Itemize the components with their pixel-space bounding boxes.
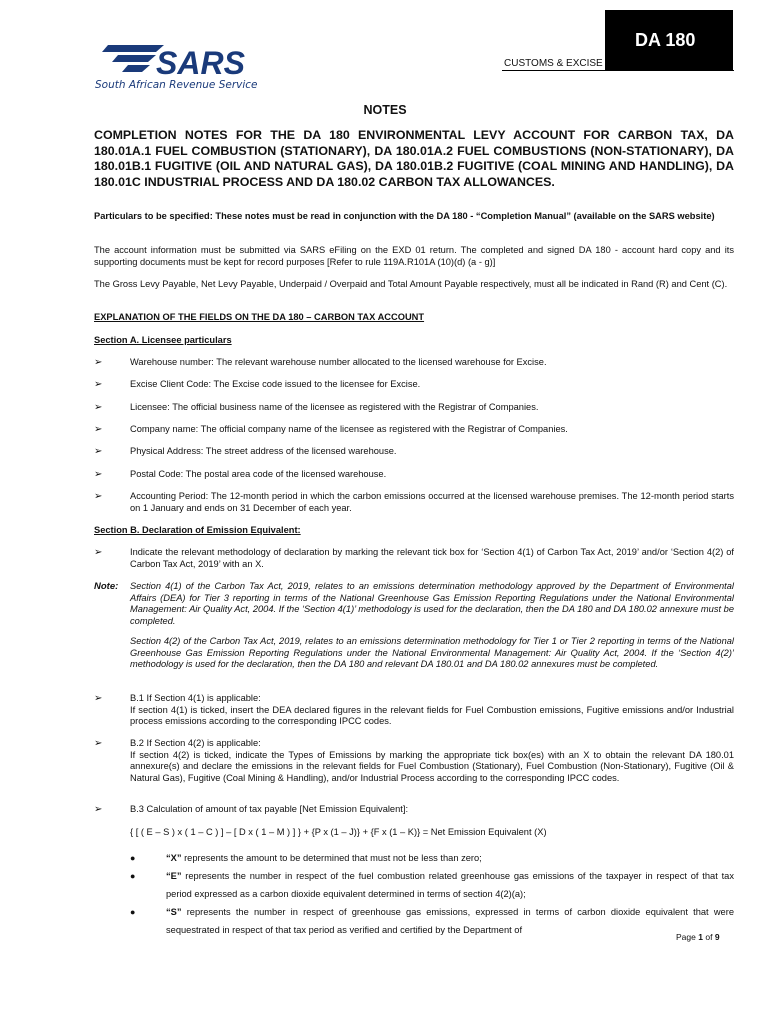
section-a-heading: Section A. Licensee particulars (94, 335, 232, 345)
net-emission-formula: { [ ( E – S ) x ( 1 – C ) ] – [ D x ( 1 – M ) ] } + {P x (1 – J)} + {F x (1 – K)} = Net Emission Equivalent (X) (130, 827, 547, 837)
note-paragraph: Section 4(2) of the Carbon Tax Act, 2019, relates to an emissions determination methodology for Tier 1 or Tier 2 reporting in terms of the National Greenhouse Gas Emission Reporting Regulations under the National Environmental Management: Air Quality Act, 2004. If the ‘Section 4(2)’ methodology is used for the declaration, then the DA 180 and relevant DA 180.01 and DA 180.02 annexures must be completed. (130, 636, 734, 670)
arrow-bullet-icon: ➢ (94, 738, 103, 749)
b1-text: If section 4(1) is ticked, insert the DEA declared figures in the relevant fields for Fuel Combustion emissions, Fugitive emissions and/or Industrial process emissions according to the corresponding IPCC codes. (130, 704, 734, 727)
explanation-heading: EXPLANATION OF THE FIELDS ON THE DA 180 – CARBON TAX ACCOUNT (94, 312, 425, 322)
dot-bullet-icon: ● (130, 853, 136, 863)
page-number: Page 1 of 9 (676, 932, 720, 942)
b3-title: B.3 Calculation of amount of tax payable [Net Emission Equivalent]: (130, 804, 409, 814)
arrow-bullet-icon: ➢ (94, 379, 103, 390)
particulars-note: Particulars to be specified: These notes must be read in conjunction with the DA 180 - “Completion Manual” (available on the SARS website) (94, 211, 715, 221)
notes-heading: NOTES (363, 103, 407, 117)
b2-title: B.2 If Section 4(2) is applicable: (130, 738, 261, 748)
arrow-bullet-icon: ➢ (94, 693, 103, 704)
section-b-heading: Section B. Declaration of Emission Equivalent: (94, 525, 301, 535)
arrow-bullet-icon: ➢ (94, 357, 103, 368)
arrow-bullet-icon: ➢ (94, 424, 103, 435)
svg-text:SARS: SARS (156, 45, 245, 81)
definition-item: “X” represents the amount to be determined that must not be less than zero; (166, 853, 482, 863)
department-label: CUSTOMS & EXCISE (504, 58, 603, 69)
form-code-box (605, 10, 733, 70)
header-rule (502, 70, 734, 71)
b1-title: B.1 If Section 4(1) is applicable: (130, 693, 261, 703)
arrow-bullet-icon: ➢ (94, 804, 103, 815)
intro-paragraph: The account information must be submitted via SARS eFiling on the EXD 01 return. The completed and signed DA 180 - account hard copy and its supporting documents must be kept for record purposes [Refer to rule 119A.R101A (10)(d) (a - g)] (94, 245, 734, 267)
arrow-bullet-icon: ➢ (94, 547, 103, 558)
form-code: DA 180 (635, 30, 696, 50)
dot-bullet-icon: ● (130, 907, 136, 917)
intro-paragraph: The Gross Levy Payable, Net Levy Payable, Underpaid / Overpaid and Total Amount Payable respectively, must all be indicated in Rand (R) and Cent (C). (94, 279, 728, 289)
arrow-bullet-icon: ➢ (94, 469, 103, 480)
definition-item: “S” represents the number in respect of greenhouse gas emissions, expressed in terms of carbon dioxide equivalent that were sequestrated in respect of that tax period as verified and certified by the Department of (166, 907, 734, 935)
logo-subtitle: South African Revenue Service (95, 79, 258, 91)
document-title: COMPLETION NOTES FOR THE DA 180 ENVIRONMENTAL LEVY ACCOUNT FOR CARBON TAX, DA 180.01A.1 FUEL COMBUSTION (STATIONARY), DA 180.01A.2 FUEL COMBUSTIONS (NON-STATIONARY), DA 180.01B.1 FUGITIVE (OIL AND NATURAL GAS), DA 180.01B.2 FUGITIVE (COAL MINING AND HANDLING), DA 180.01C INDUSTRIAL PROCESS AND DA 180.02 CARBON TAX ALLOWANCES. (94, 128, 734, 189)
dot-bullet-icon: ● (130, 871, 136, 881)
note-label: Note: (94, 581, 119, 592)
definition-item: “E” represents the number in respect of the fuel combustion related greenhouse gas emissions of the taxpayer in respect of that tax period expressed as a carbon dioxide equivalent determined in terms of section 4(2)(a); (166, 871, 734, 899)
b2-text: If section 4(2) is ticked, indicate the Types of Emissions by marking the appropriate tick box(es) with an X to obtain the relevant DA 180.01 annexure(s) and declare the emissions in the relevant fields for Fuel Combustion (Stationary), Fuel Combustion (Non-Stationary), Fugitive (Oil & Natural Gas), Fugitive (Coal Mining & Handling), and/or Industrial Process according to the corresponding IPCC codes. (130, 749, 734, 784)
arrow-bullet-icon: ➢ (94, 402, 103, 413)
arrow-bullet-icon: ➢ (94, 491, 103, 502)
arrow-bullet-icon: ➢ (94, 446, 103, 457)
note-paragraph: Section 4(1) of the Carbon Tax Act, 2019, relates to an emissions determination methodology approved by the Department of Environmental Affairs (DEA) for Tier 3 reporting in terms of the National Greenhouse Gas Emission Reporting Regulations under the National Environmental Management: Air Quality Act, 2004. If the ‘Section 4(1)’ methodology is used for the declaration, then the DA 180 and DA 180.02 annexure must be completed. (130, 581, 734, 627)
